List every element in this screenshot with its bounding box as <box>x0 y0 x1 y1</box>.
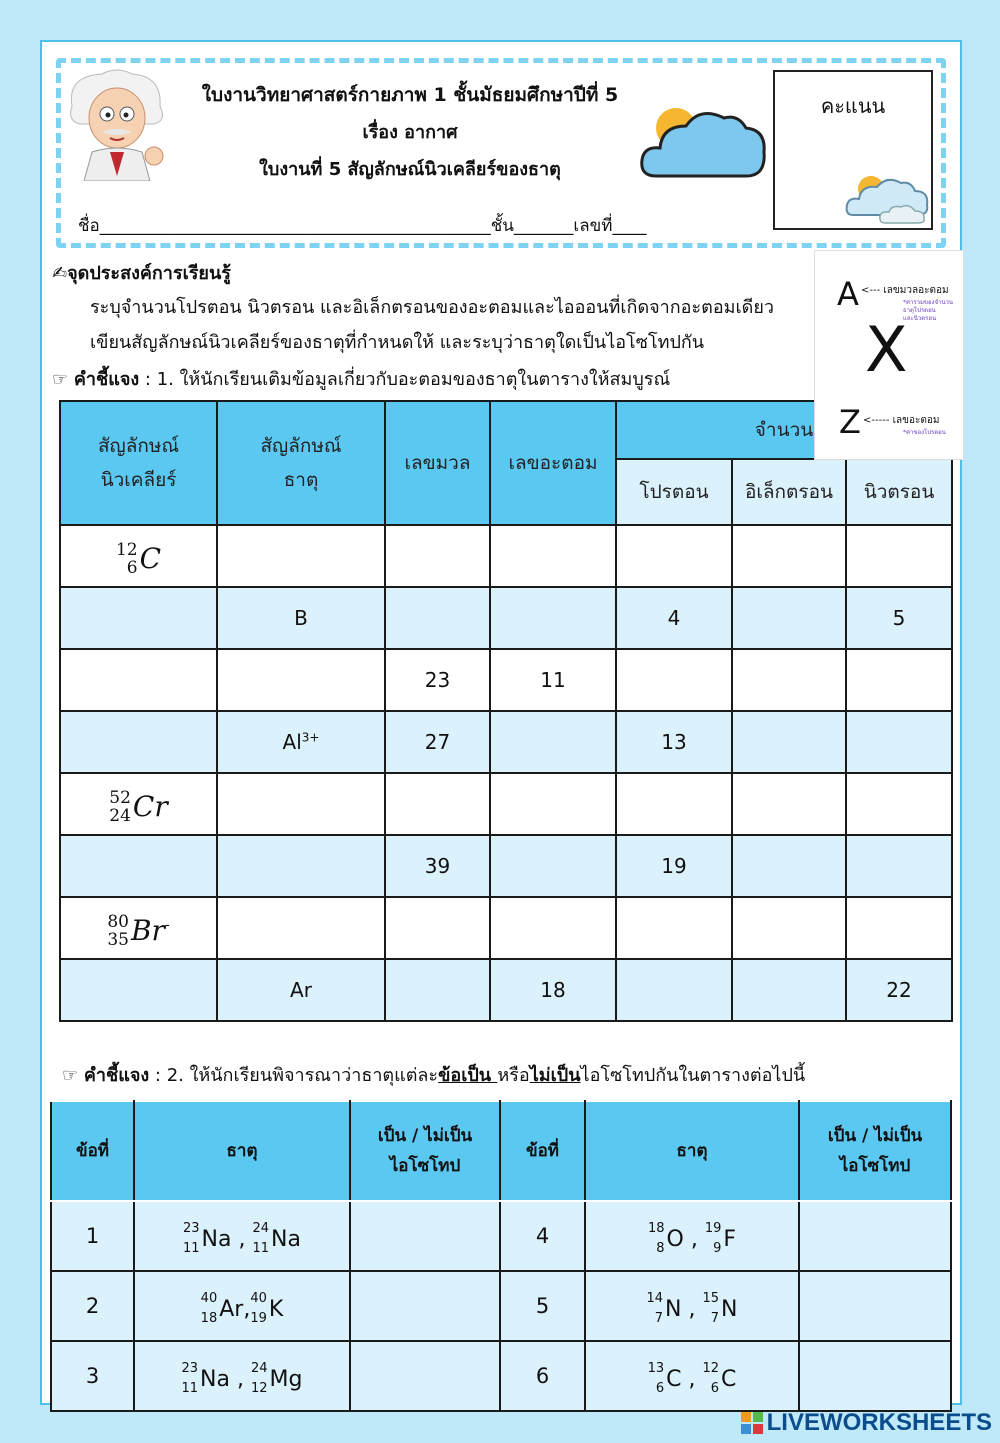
symbol: F <box>723 1226 737 1252</box>
element-cell[interactable] <box>217 773 385 835</box>
table-row <box>60 711 952 773</box>
nuclear-symbol-cell <box>60 525 217 587</box>
instruction-2-or: หรือ <box>497 1065 530 1086</box>
neutrons-cell[interactable] <box>846 649 952 711</box>
header-neutrons: นิวตรอน <box>846 459 952 525</box>
atomic-number-cell[interactable] <box>490 835 616 897</box>
atomic-number-cell[interactable] <box>490 773 616 835</box>
table-row <box>60 525 952 587</box>
isotope-pair: 13 6 C , 12 6 C <box>585 1341 799 1411</box>
symbol: Cr <box>132 790 168 823</box>
instruction-2-isnot: ไม่เป็น <box>529 1065 581 1086</box>
atomic-number-cell: 11 <box>490 649 616 711</box>
symbol: Br <box>130 914 165 947</box>
isotope-answer-cell[interactable] <box>799 1271 951 1341</box>
protons-cell: 19 <box>616 835 732 897</box>
atomic-sub: 9 <box>713 1241 722 1256</box>
symbol: Na <box>200 1366 230 1392</box>
atomic-sub: 18 <box>200 1311 218 1326</box>
isotope-answer-cell[interactable] <box>799 1201 951 1271</box>
title-line-1: ใบงานวิทยาศาสตร์กายภาพ 1 ชั้นมัธยมศึกษาปีที่ 5 <box>201 84 619 106</box>
isotope-answer-cell[interactable] <box>799 1341 951 1411</box>
isotope-pair: 23 11 Na , 24 11 Na <box>134 1201 350 1271</box>
instruction-2-is: ข้อเป็น <box>438 1065 498 1086</box>
mass-sup: 18 <box>647 1221 665 1236</box>
symbol: K <box>268 1296 284 1322</box>
instruction-2 <box>62 1060 805 1089</box>
table-row <box>51 1341 951 1411</box>
mass-sup: 19 <box>704 1221 722 1236</box>
atomic-number-cell[interactable] <box>490 897 616 959</box>
atom-data-table <box>59 400 953 1022</box>
electrons-cell[interactable] <box>732 525 846 587</box>
nuclear-symbol-cell <box>60 897 217 959</box>
neutrons-cell[interactable] <box>846 773 952 835</box>
atomic-sub: 35 <box>107 929 129 950</box>
mass-number-cell: 27 <box>385 711 490 773</box>
axz-a-note-3: และนิวตรอน <box>903 315 937 322</box>
nuclear-symbol <box>109 789 167 825</box>
mass-sup: 23 <box>181 1361 199 1376</box>
instruction-2-text: : 2. ให้นักเรียนพิจารณาว่าธาตุแต่ละ <box>149 1065 439 1086</box>
electrons-cell[interactable] <box>732 649 846 711</box>
mass-sup: 13 <box>647 1361 665 1376</box>
instruction-1 <box>52 364 670 393</box>
nuclear-symbol-cell[interactable] <box>60 711 217 773</box>
axz-a-note-2: ธาตุโปรตอน <box>903 307 936 314</box>
pencil-icon: ✍ <box>52 263 68 284</box>
table-row <box>60 587 952 649</box>
title-line-2: เรื่อง อากาศ <box>362 122 458 143</box>
scientist-mascot-icon <box>62 66 172 181</box>
mass-number-cell[interactable] <box>385 897 490 959</box>
item-number: 2 <box>51 1271 134 1341</box>
symbol: Na <box>271 1226 301 1252</box>
liveworksheets-logo-text: LIVEWORKSHEETS <box>766 1409 992 1436</box>
nuclear-symbol-cell[interactable] <box>60 649 217 711</box>
table-row <box>60 649 952 711</box>
mass-number-cell[interactable] <box>385 959 490 1021</box>
nuclear-symbol-cell <box>60 773 217 835</box>
instruction-1-text: : 1. ให้นักเรียนเติมข้อมูลเกี่ยวกับอะตอมของธาตุในตารางให้สมบูรณ์ <box>139 369 671 390</box>
small-cloud-sun-icon <box>845 167 929 225</box>
mass-number-cell[interactable] <box>385 587 490 649</box>
atomic-sub: 24 <box>109 805 131 826</box>
mass-sup: 40 <box>200 1291 218 1306</box>
header-element-1: ธาตุ <box>134 1101 350 1201</box>
name-class-number-field[interactable]: ชื่อ______________________________________________ชั้น_______เลขที่____ <box>78 216 647 236</box>
header-element-2: ธาตุ <box>585 1101 799 1201</box>
axz-a-note-1: *ค่ารวมของจำนวน <box>903 299 954 306</box>
isotope-table <box>50 1100 952 1412</box>
protons-cell: 13 <box>616 711 732 773</box>
objective-2: เขียนสัญลักษณ์นิวเคลียร์ของธาตุที่กำหนดให้ และระบุว่าธาตุใดเป็นไอโซโทปกัน <box>90 332 705 353</box>
neutrons-cell: 5 <box>846 587 952 649</box>
mass-sup: 12 <box>702 1361 720 1376</box>
nuclear-symbol <box>116 541 161 577</box>
isotope-answer-cell[interactable] <box>350 1271 500 1341</box>
symbol: O <box>666 1226 684 1252</box>
mass-sup: 40 <box>250 1291 267 1306</box>
axz-a: A <box>837 275 859 313</box>
atomic-sub: 6 <box>126 557 138 578</box>
score-label: คะแนน <box>820 94 886 118</box>
protons-cell[interactable] <box>616 959 732 1021</box>
mass-sup: 24 <box>250 1361 268 1376</box>
electrons-cell[interactable] <box>732 835 846 897</box>
protons-cell[interactable] <box>616 525 732 587</box>
table-row <box>51 1271 951 1341</box>
title-line-3: ใบงานที่ 5 สัญลักษณ์นิวเคลียร์ของธาตุ <box>259 159 561 180</box>
nuclear-symbol-cell[interactable] <box>60 835 217 897</box>
item-number: 5 <box>500 1271 585 1341</box>
table-row <box>51 1201 951 1271</box>
objectives-title-text: จุดประสงค์การเรียนรู้ <box>67 263 231 284</box>
atomic-sub: 11 <box>183 1241 200 1256</box>
symbol: N <box>721 1296 738 1322</box>
isotope-pair: 23 11 Na , 24 12 Mg <box>134 1341 350 1411</box>
symbol: N <box>665 1296 682 1322</box>
mass-sup: 14 <box>646 1291 664 1306</box>
atomic-sub: 11 <box>252 1241 270 1256</box>
atomic-number-cell[interactable] <box>490 525 616 587</box>
header-element-symbol: สัญลักษณ์ ธาตุ <box>217 401 385 525</box>
header-isotope-2: เป็น / ไม่เป็น ไอโซโทป <box>799 1101 951 1201</box>
atomic-sub: 8 <box>656 1241 665 1256</box>
atomic-number-cell[interactable] <box>490 711 616 773</box>
protons-cell: 4 <box>616 587 732 649</box>
mass-sup: 80 <box>107 911 129 932</box>
header-mass-number: เลขมวล <box>385 401 490 525</box>
mass-sup: 23 <box>183 1221 200 1236</box>
liveworksheets-logo <box>741 1409 992 1437</box>
element-cell[interactable] <box>217 525 385 587</box>
header-electrons: อิเล็กตรอน <box>732 459 846 525</box>
objective-1: ระบุจำนวนโปรตอน นิวตรอน และอิเล็กตรอนของอะตอมและไอออนที่เกิดจากอะตอมเดียว <box>90 297 775 318</box>
electrons-cell[interactable] <box>732 587 846 649</box>
nuclear-symbol-cell[interactable] <box>60 587 217 649</box>
item-number: 4 <box>500 1201 585 1271</box>
header-protons: โปรตอน <box>616 459 732 525</box>
isotope-pair: 18 8 O , 19 9 F <box>585 1201 799 1271</box>
neutrons-cell[interactable] <box>846 711 952 773</box>
electrons-cell[interactable] <box>732 897 846 959</box>
header-count: จำนวน <box>616 401 952 459</box>
element-cell[interactable] <box>217 835 385 897</box>
header-isotope-1: เป็น / ไม่เป็น ไอโซโทป <box>350 1101 500 1201</box>
header-nuclear-symbol: สัญลักษณ์ นิวเคลียร์ <box>60 401 217 525</box>
atomic-sub: 19 <box>250 1311 267 1326</box>
atomic-number-cell: 18 <box>490 959 616 1021</box>
protons-cell[interactable] <box>616 773 732 835</box>
ion-charge: - <box>164 916 170 933</box>
ion-charge: 3+ <box>301 730 320 745</box>
atomic-sub: 6 <box>655 1381 665 1396</box>
instruction-2-label: คำชี้แจง <box>83 1065 150 1086</box>
isotope-pair: 14 7 N , 15 7 N <box>585 1271 799 1341</box>
atomic-number-cell[interactable] <box>490 587 616 649</box>
isotope-answer-cell[interactable] <box>350 1341 500 1411</box>
protons-cell[interactable] <box>616 649 732 711</box>
symbol: C <box>666 1366 682 1392</box>
isotope-pair: 40 18 Ar , 40 19 K <box>134 1271 350 1341</box>
table-row <box>60 959 952 1021</box>
mass-sup: 12 <box>115 539 138 560</box>
pointing-hand-icon: ☞ <box>52 369 69 390</box>
electrons-cell[interactable] <box>732 711 846 773</box>
header-no-2: ข้อที่ <box>500 1101 585 1201</box>
nuclear-symbol-cell[interactable] <box>60 959 217 1021</box>
axz-x: X <box>865 313 908 386</box>
element-cell <box>217 711 385 773</box>
axz-z: Z <box>839 403 861 441</box>
isotope-answer-cell[interactable] <box>350 1201 500 1271</box>
atomic-sub: 7 <box>710 1311 720 1326</box>
item-number: 6 <box>500 1341 585 1411</box>
table-row <box>60 773 952 835</box>
mass-number-cell[interactable] <box>385 773 490 835</box>
mass-sup: 15 <box>702 1291 720 1306</box>
header-no-1: ข้อที่ <box>51 1101 134 1201</box>
neutrons-cell[interactable] <box>846 897 952 959</box>
instruction-1-label: คำชี้แจง <box>73 369 140 390</box>
item-number: 1 <box>51 1201 134 1271</box>
pointing-hand-icon: ☞ <box>62 1065 79 1086</box>
element-symbol: Al <box>282 730 302 754</box>
cloud-sun-icon <box>638 96 770 184</box>
atomic-sub: 12 <box>250 1381 268 1396</box>
neutrons-cell[interactable] <box>846 525 952 587</box>
objectives-title <box>52 258 231 287</box>
header-atomic-number: เลขอะตอม <box>490 401 616 525</box>
element-cell: Ar <box>217 959 385 1021</box>
atomic-sub: 7 <box>654 1311 664 1326</box>
item-number: 3 <box>51 1341 134 1411</box>
axz-a-label: <--- เลขมวลอะตอม <box>861 285 949 296</box>
mass-number-cell: 23 <box>385 649 490 711</box>
symbol: Ar <box>219 1296 244 1322</box>
table-row <box>60 835 952 897</box>
liveworksheets-logo-icon <box>741 1412 763 1434</box>
nuclear-symbol <box>107 913 169 949</box>
neutrons-cell[interactable] <box>846 835 952 897</box>
symbol: C <box>721 1366 737 1392</box>
score-box <box>773 70 933 230</box>
atomic-sub: 11 <box>181 1381 199 1396</box>
symbol: Mg <box>269 1366 303 1392</box>
axz-notation-card <box>814 250 964 460</box>
table-row <box>60 897 952 959</box>
symbol: Na <box>201 1226 232 1252</box>
mass-number-cell[interactable] <box>385 525 490 587</box>
atomic-sub: 6 <box>710 1381 720 1396</box>
mass-number-cell: 39 <box>385 835 490 897</box>
electrons-cell[interactable] <box>732 959 846 1021</box>
symbol: C <box>139 542 162 575</box>
axz-z-label: <----- เลขอะตอม <box>863 415 940 426</box>
instruction-2-post: ไอโซโทปกันในตารางต่อไปนี้ <box>580 1065 806 1086</box>
mass-sup: 52 <box>109 787 131 808</box>
mass-sup: 24 <box>252 1221 270 1236</box>
electrons-cell[interactable] <box>732 773 846 835</box>
axz-z-note: *ค่าของโปรตอน <box>903 429 946 436</box>
neutrons-cell: 22 <box>846 959 952 1021</box>
element-cell: B <box>217 587 385 649</box>
element-cell[interactable] <box>217 649 385 711</box>
element-cell[interactable] <box>217 897 385 959</box>
protons-cell[interactable] <box>616 897 732 959</box>
